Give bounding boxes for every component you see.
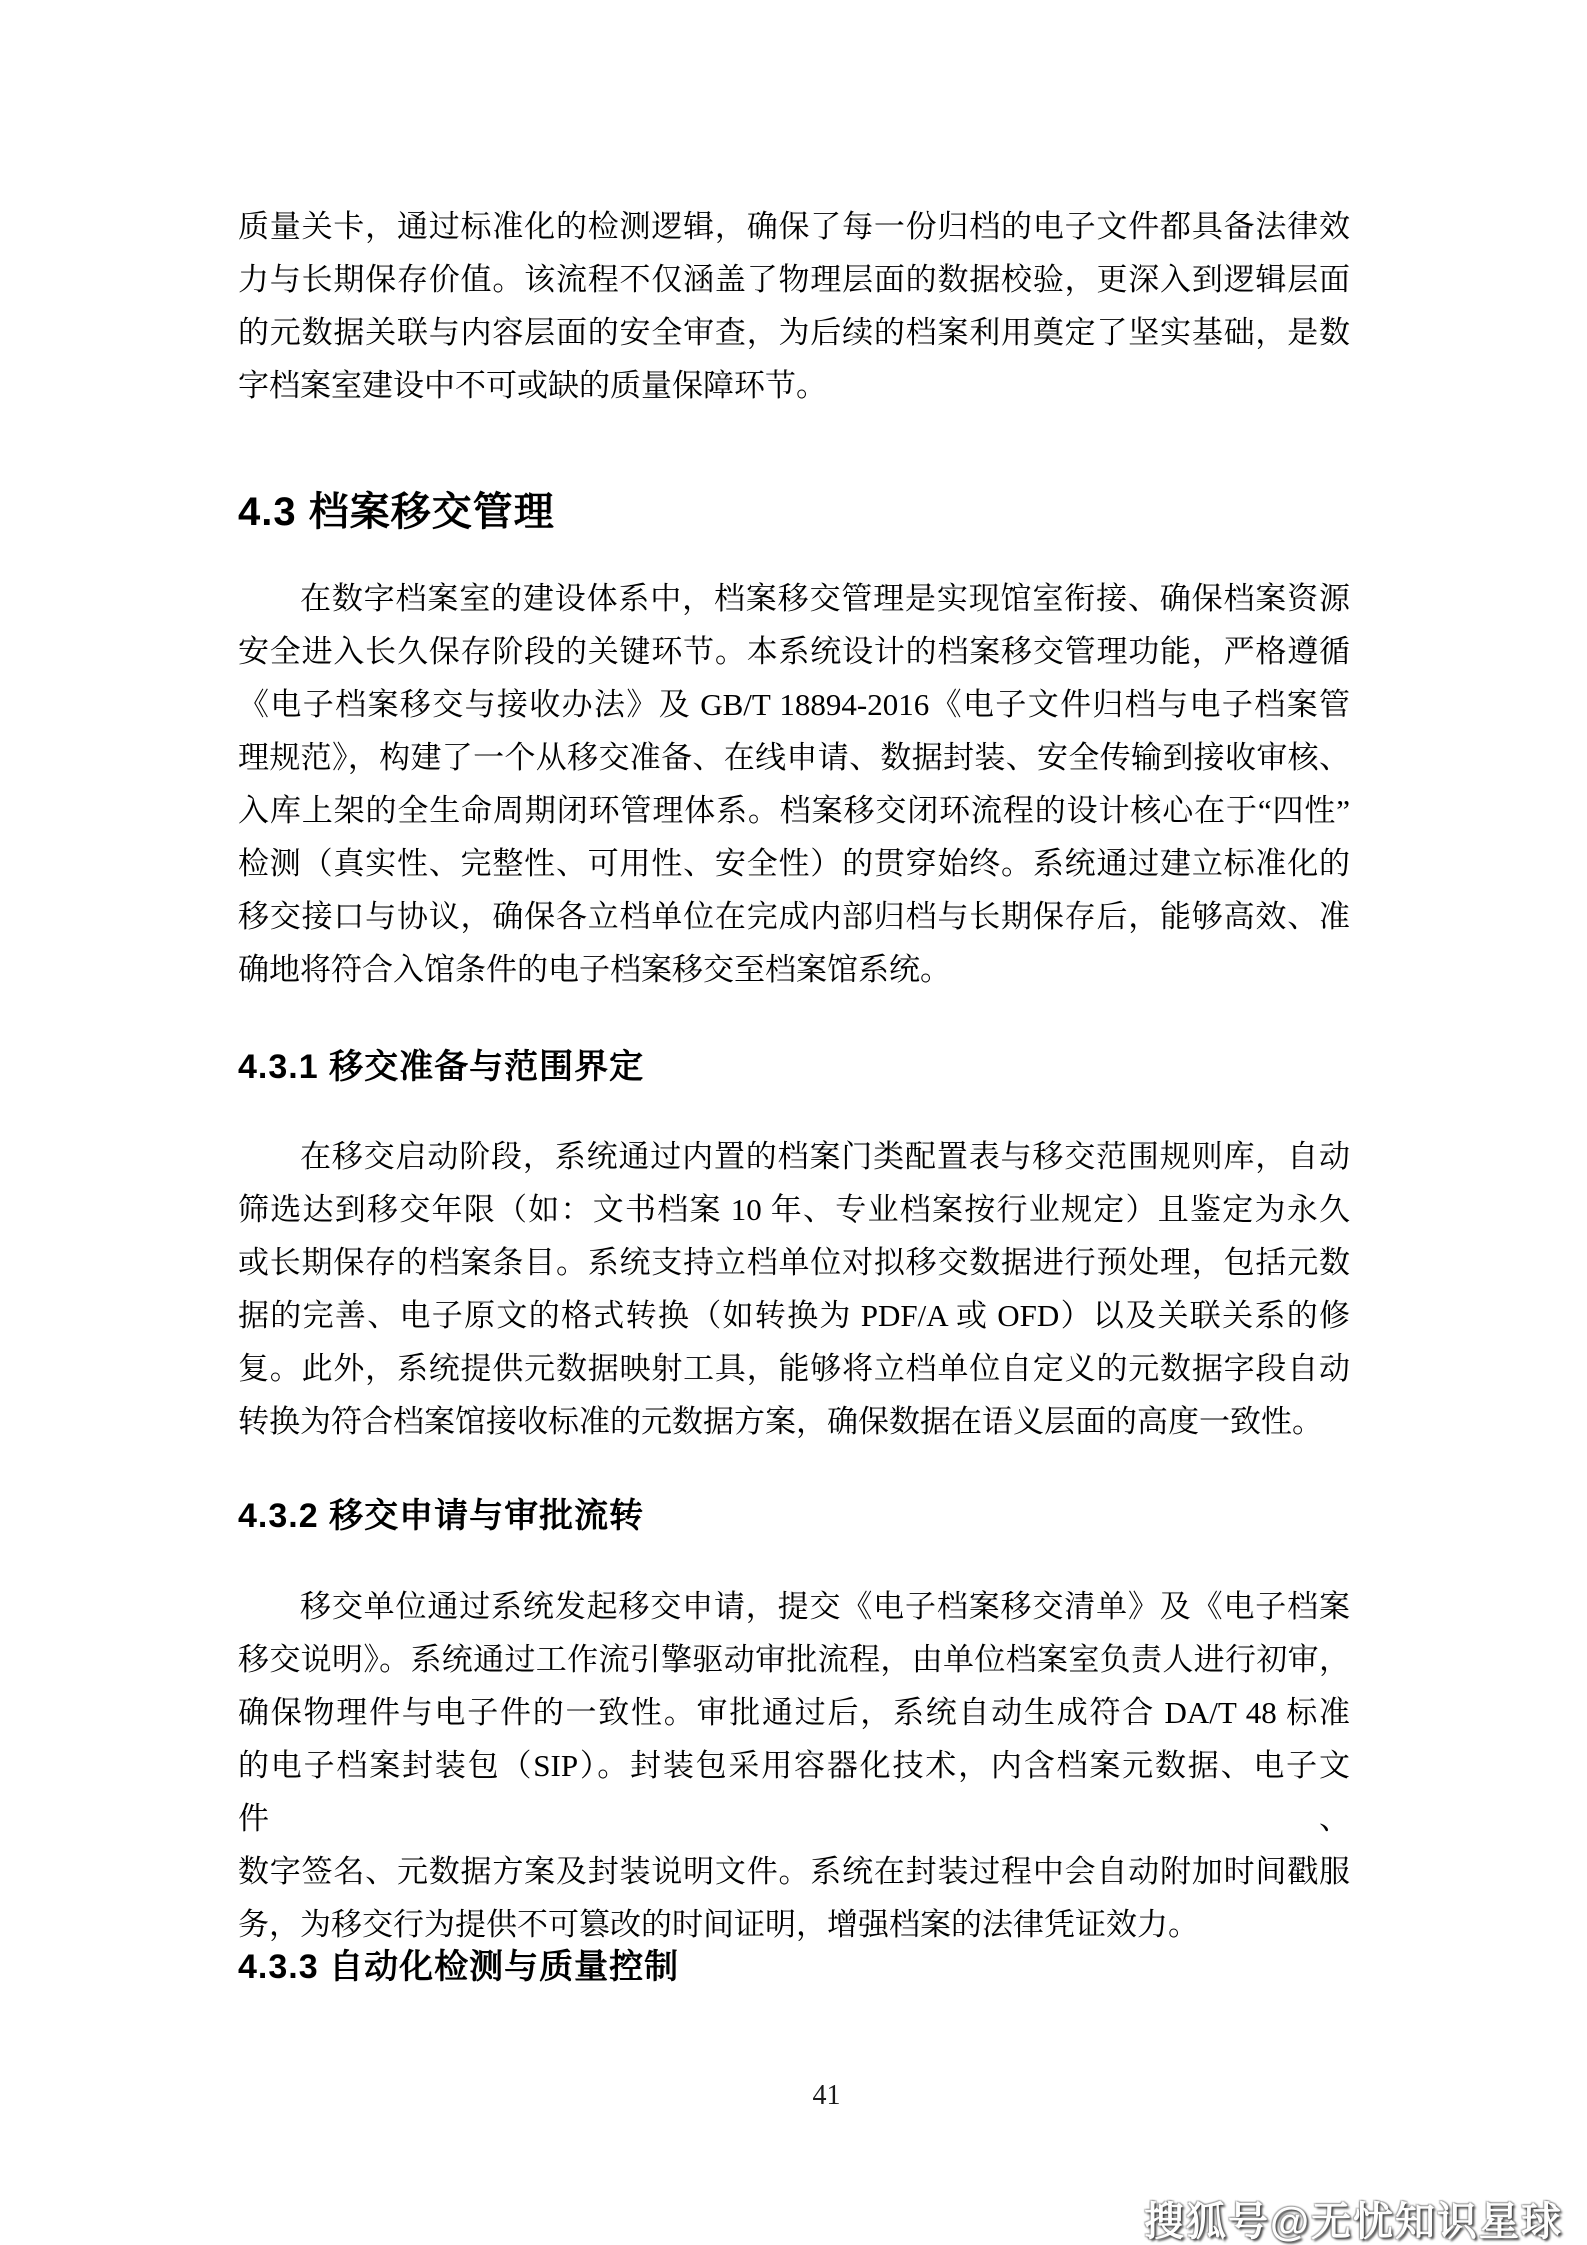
text-line: 的电子档案封装包（SIP）。封装包采用容器化技术，内含档案元数据、电子文件、: [238, 1748, 1350, 1836]
paragraph-4-3-1: [238, 1130, 1350, 1448]
text-line: 转换为符合档案馆接收标准的元数据方案，确保数据在语义层面的高度一致性。: [238, 1404, 1323, 1439]
text-line: 筛选达到移交年限（如：文书档案 10 年、专业档案按行业规定）且鉴定为永久: [238, 1192, 1350, 1227]
page-number: 41: [812, 2080, 841, 2111]
text-line: 确保物理件与电子件的一致性。审批通过后，系统自动生成符合 DA/T 48 标准: [238, 1695, 1350, 1730]
text-line: 安全进入长久保存阶段的关键环节。本系统设计的档案移交管理功能，严格遵循: [238, 634, 1350, 669]
paragraph-4-3-intro: [238, 572, 1350, 996]
heading-4-3-2: 4.3.2 移交申请与审批流转: [238, 1497, 645, 1535]
text-line: 质量关卡，通过标准化的检测逻辑，确保了每一份归档的电子文件都具备法律效: [238, 209, 1350, 244]
text-line: 据的完善、电子原文的格式转换（如转换为 PDF/A 或 OFD）以及关联关系的修: [238, 1298, 1350, 1333]
text-line: 在移交启动阶段，系统通过内置的档案门类配置表与移交范围规则库，自动: [300, 1139, 1350, 1174]
text-line: 理规范》，构建了一个从移交准备、在线申请、数据封装、安全传输到接收审核、: [238, 740, 1350, 775]
heading-4-3-1: 4.3.1 移交准备与范围界定: [238, 1048, 645, 1086]
text-line: 确地将符合入馆条件的电子档案移交至档案馆系统。: [238, 952, 951, 987]
text-line: 复。此外，系统提供元数据映射工具，能够将立档单位自定义的元数据字段自动: [238, 1351, 1350, 1386]
paragraph-4-3-2: [238, 1580, 1350, 1951]
text-line: 检测（真实性、完整性、可用性、安全性）的贯穿始终。系统通过建立标准化的: [238, 846, 1350, 881]
text-line: 在数字档案室的建设体系中，档案移交管理是实现馆室衔接、确保档案资源: [300, 581, 1350, 616]
heading-4-3: 4.3 档案移交管理: [238, 490, 555, 534]
text-line: 移交单位通过系统发起移交申请，提交《电子档案移交清单》及《电子档案: [300, 1589, 1350, 1624]
heading-4-3-3: 4.3.3 自动化检测与质量控制: [238, 1948, 680, 1986]
watermark-text: 搜狐号@无忧知识星球: [1143, 2200, 1563, 2244]
text-line: 移交接口与协议，确保各立档单位在完成内部归档与长期保存后，能够高效、准: [238, 899, 1350, 934]
text-line: 力与长期保存价值。该流程不仅涵盖了物理层面的数据校验，更深入到逻辑层面: [238, 262, 1350, 297]
text-line: 《电子档案移交与接收办法》及 GB/T 18894-2016《电子文件归档与电子档案管: [238, 687, 1350, 722]
text-line: 入库上架的全生命周期闭环管理体系。档案移交闭环流程的设计核心在于“四性”: [238, 793, 1350, 828]
text-line: 数字签名、元数据方案及封装说明文件。系统在封装过程中会自动附加时间戳服: [238, 1854, 1350, 1889]
paragraph-quality-gate-continuation: [238, 200, 1350, 412]
text-line: 或长期保存的档案条目。系统支持立档单位对拟移交数据进行预处理，包括元数: [238, 1245, 1350, 1280]
text-line: 务，为移交行为提供不可篡改的时间证明，增强档案的法律凭证效力。: [238, 1907, 1199, 1942]
text-line: 的元数据关联与内容层面的安全审查，为后续的档案利用奠定了坚实基础，是数: [238, 315, 1350, 350]
text-line: 字档案室建设中不可或缺的质量保障环节。: [238, 368, 827, 403]
text-line: 移交说明》。系统通过工作流引擎驱动审批流程，由单位档案室负责人进行初审，: [238, 1642, 1350, 1677]
